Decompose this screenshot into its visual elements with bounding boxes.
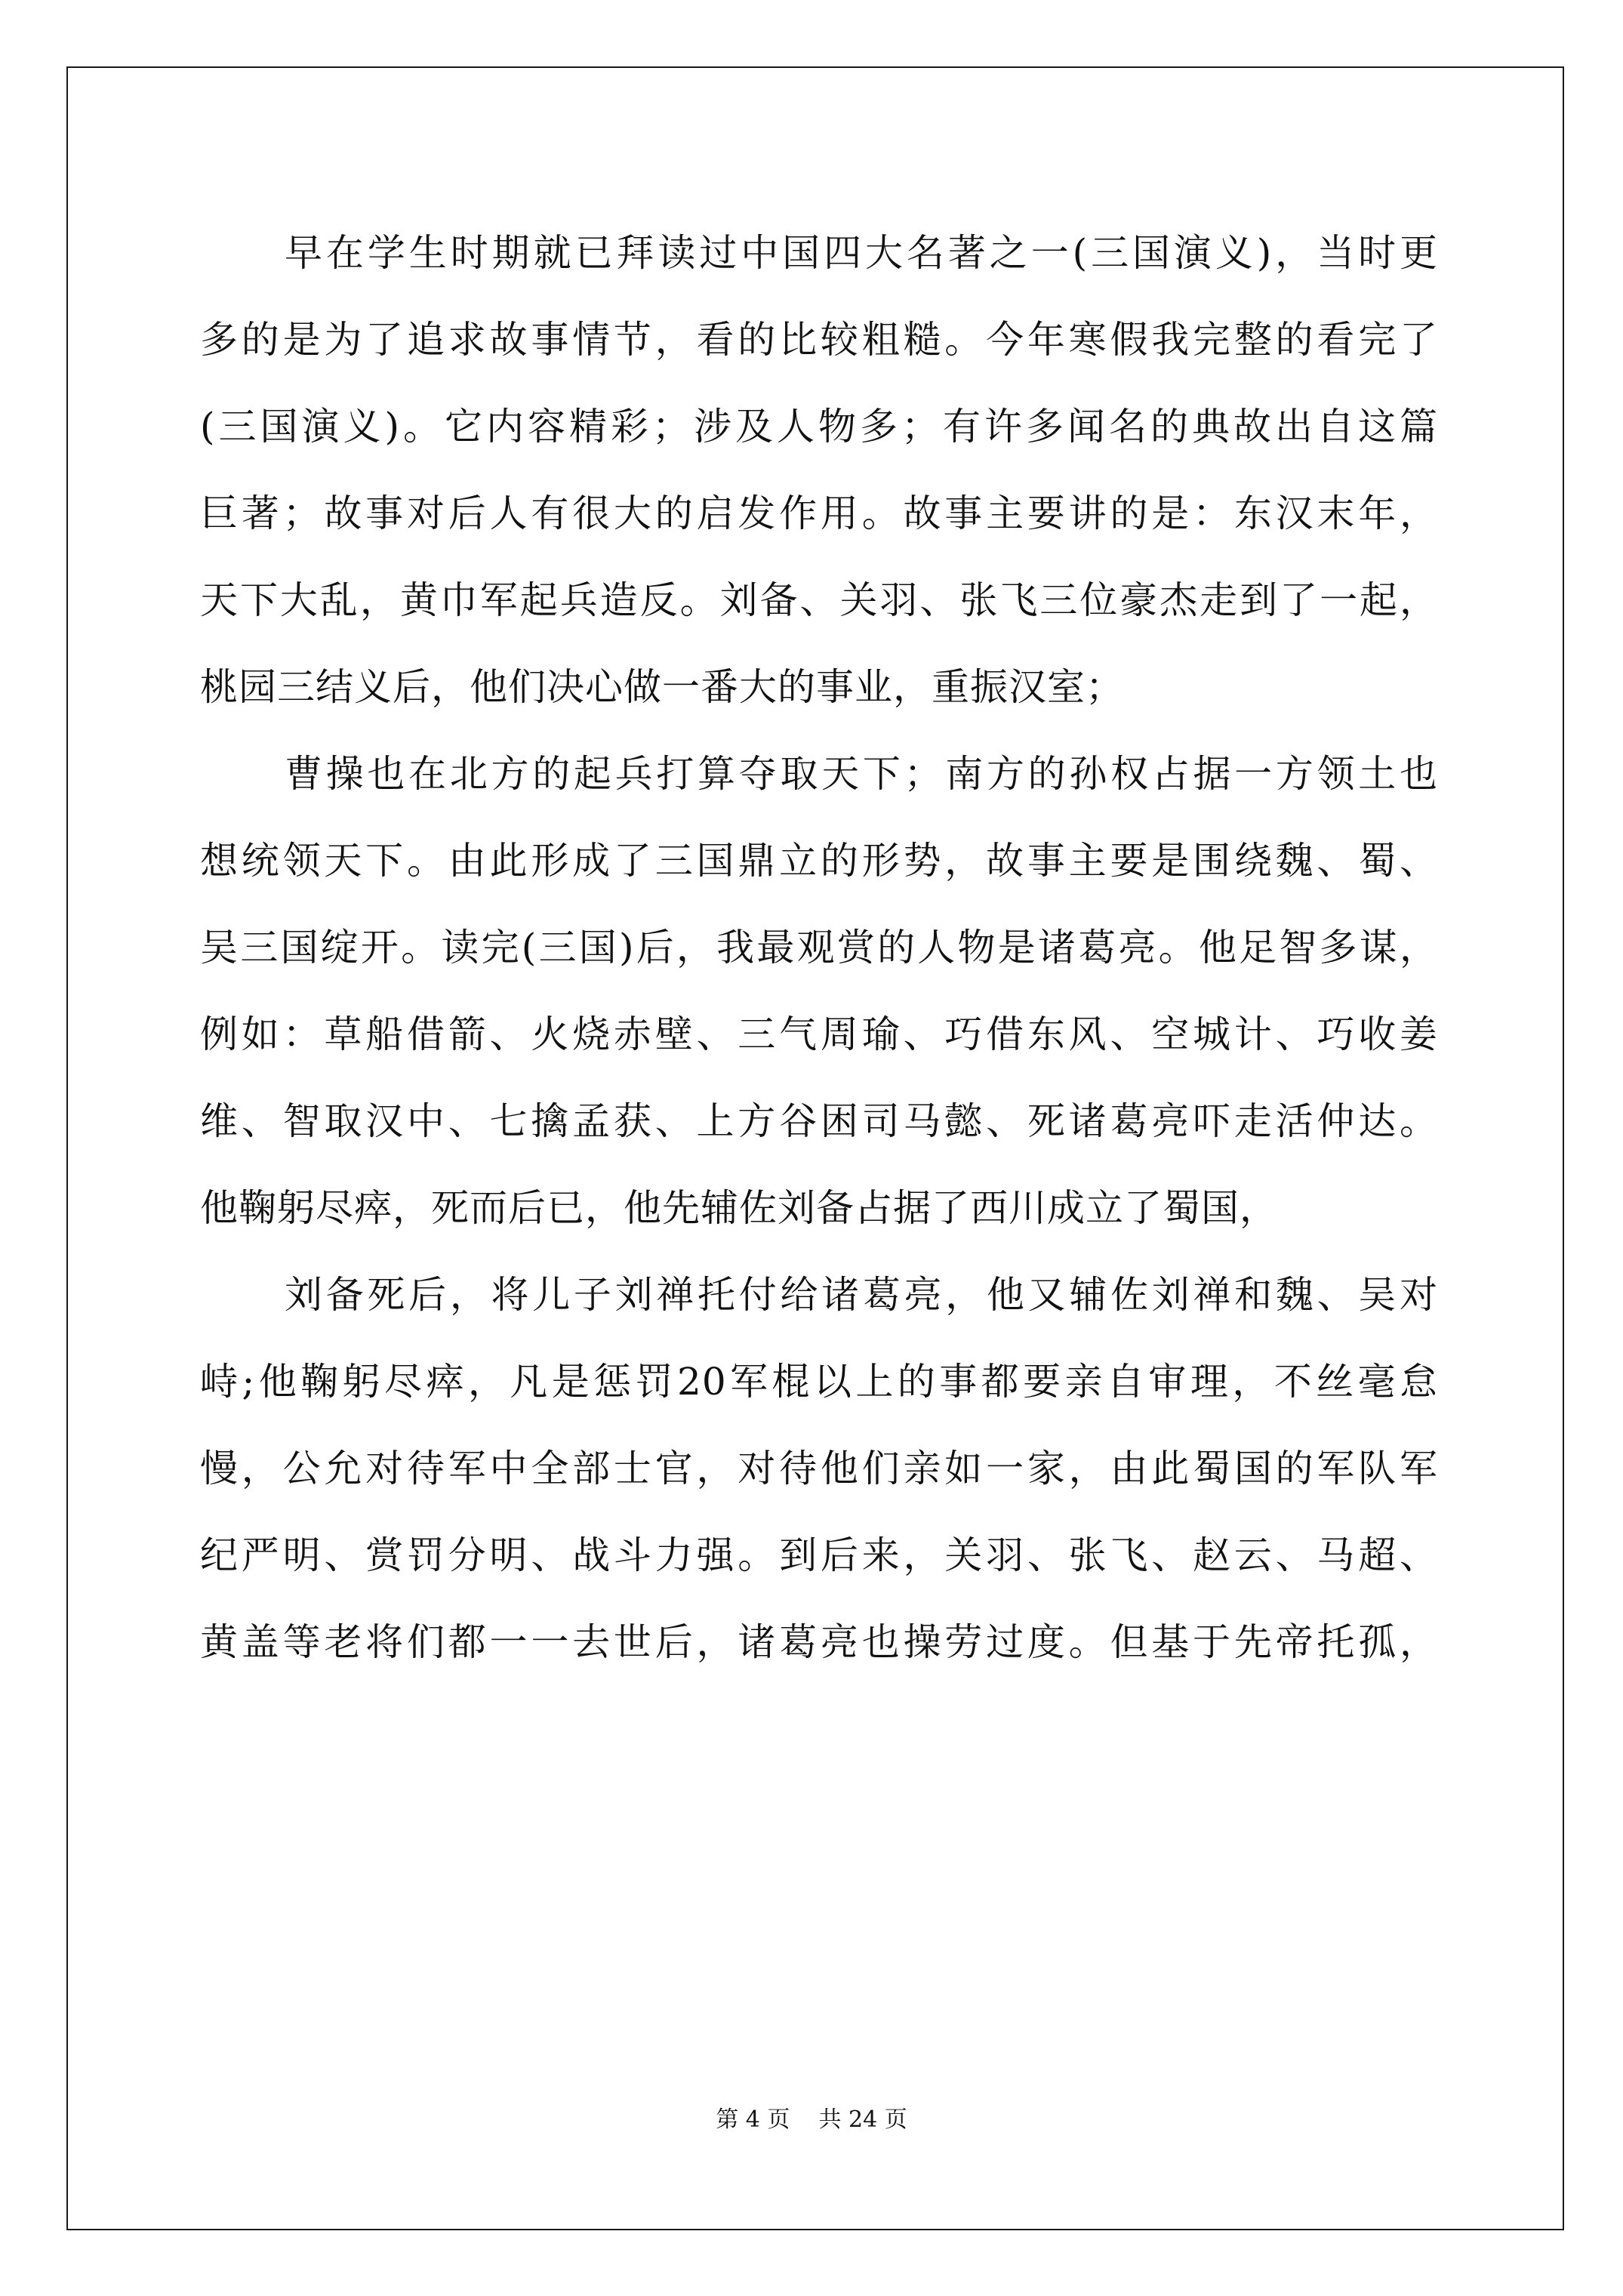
paragraph-line: 黄盖等老将们都一一去世后，诸葛亮也操劳过度。但基于先帝托孤， xyxy=(200,1620,1438,1664)
paragraph-line: 巨著；故事对后人有很大的启发作用。故事主要讲的是：东汉末年， xyxy=(200,492,1438,535)
paragraph-line: 峙;他鞠躬尽瘁，凡是惩罚20军棍以上的事都要亲自审理，不丝毫怠 xyxy=(200,1360,1438,1404)
document-body xyxy=(200,210,1438,1686)
paragraph-line: 曹操也在北方的起兵打算夺取天下；南方的孙权占据一方领土也 xyxy=(285,752,1438,796)
paragraph-line: 早在学生时期就已拜读过中国四大名著之一(三国演义)，当时更 xyxy=(285,231,1438,275)
paragraph-line: 刘备死后，将儿子刘禅托付给诸葛亮，他又辅佐刘禅和魏、吴对 xyxy=(285,1273,1438,1317)
paragraph-line: 想统领天下。由此形成了三国鼎立的形势，故事主要是围绕魏、蜀、 xyxy=(200,839,1438,883)
paragraph-line: 他鞠躬尽瘁，死而后已，他先辅佐刘备占据了西川成立了蜀国， xyxy=(200,1186,1278,1230)
page-number-footer: 第 4 页 共 24 页 xyxy=(716,2106,907,2133)
paragraph-line: 维、智取汉中、七擒孟获、上方谷困司马懿、死诸葛亮吓走活仲达。 xyxy=(200,1099,1438,1143)
paragraph-line: (三国演义)。它内容精彩；涉及人物多；有许多闻名的典故出自这篇 xyxy=(200,405,1438,448)
paragraph-line: 天下大乱，黄巾军起兵造反。刘备、关羽、张飞三位豪杰走到了一起， xyxy=(200,578,1438,622)
paragraph-line: 慢，公允对待军中全部士官，对待他们亲如一家，由此蜀国的军队军 xyxy=(200,1447,1438,1490)
paragraph-line: 多的是为了追求故事情节，看的比较粗糙。今年寒假我完整的看完了 xyxy=(200,318,1438,362)
paragraph-line: 桃园三结义后，他们决心做一番大的事业，重振汉室； xyxy=(200,665,1124,709)
paragraph-line: 吴三国绽开。读完(三国)后，我最观赏的人物是诸葛亮。他足智多谋， xyxy=(200,926,1438,969)
paragraph-line: 例如：草船借箭、火烧赤壁、三气周瑜、巧借东风、空城计、巧收姜 xyxy=(200,1012,1438,1056)
paragraph-line: 纪严明、赏罚分明、战斗力强。到后来，关羽、张飞、赵云、马超、 xyxy=(200,1533,1438,1577)
